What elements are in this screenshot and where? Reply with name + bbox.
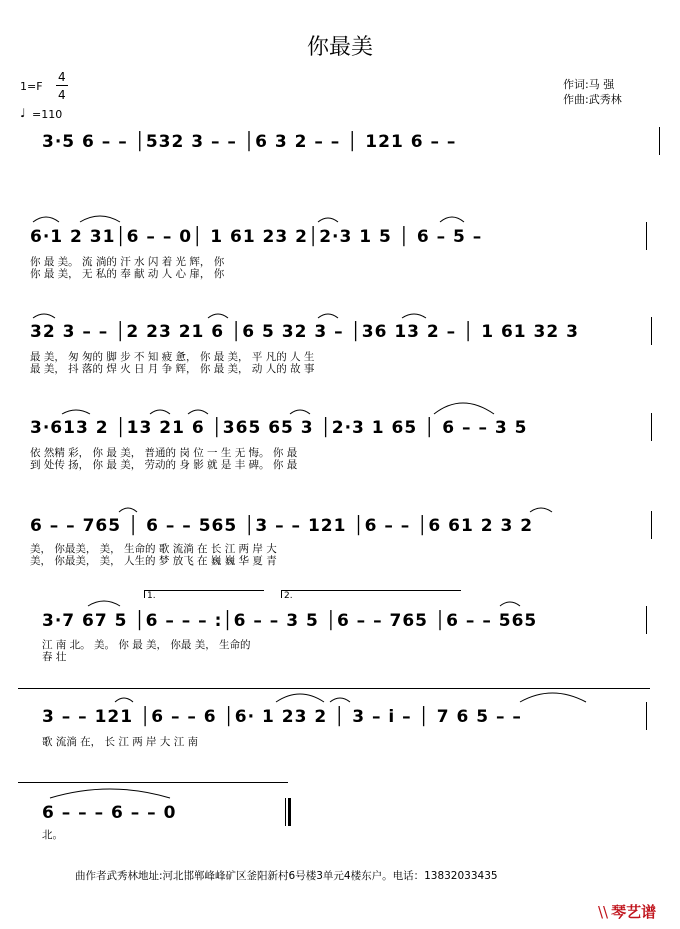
slur-arc (88, 601, 120, 606)
logo-text: 琴艺谱 (611, 903, 657, 921)
lyricist-credit: 作词:马 强 (563, 78, 615, 91)
slur-arc (402, 314, 426, 318)
composer-credit: 作曲:武秀林 (563, 93, 622, 106)
slur-arc (119, 508, 137, 512)
song-title: 你最美 (306, 35, 373, 60)
slur-arc (208, 314, 228, 318)
slur-arc (330, 698, 350, 702)
lyrics-verse-2: 美， 你最美， 美， 人生的 梦 放飞 在 巍 巍 华 夏 青 (30, 555, 277, 567)
slur-arc (276, 694, 324, 702)
slur-arc (500, 602, 520, 606)
volta-label-second: 2. (284, 591, 293, 601)
slur-arc (33, 217, 59, 222)
slur-arc (80, 216, 120, 222)
slur-arc (188, 410, 208, 414)
logo-mark-icon: \\ (598, 903, 609, 921)
slur-arc (150, 410, 170, 414)
notation-line: 3·7 67 5 │6 – – – :│6 – – 3 5 │6 – – 765 │6 – – 565 (42, 611, 538, 631)
volta-label-first: 1. (147, 591, 156, 601)
composer-contact-footer: 曲作者武秀林地址:河北邯郸峰峰矿区釜阳新村6号楼3单元4楼东户。电话：13832033435 (75, 870, 498, 882)
time-signature-top: 4 (58, 70, 66, 84)
lyrics-verse-2: 到 处传 扬， 你 最 美， 劳动的 身 影 就 是 丰 碑。 你 最 (30, 459, 298, 471)
notation-line: 6 – – – 6 – – 0 (42, 803, 177, 823)
lyrics-verse-1: 最 美， 匆 匆的 脚 步 不 知 疲 惫， 你 最 美， 平 凡的 人 生 (30, 351, 315, 363)
notation-line: 6·1 2 31│6 – – 0│ 1 61 23 2│2·3 1 5 │ 6 – 5 – (30, 227, 483, 247)
lyrics-verse-2: 最 美， 抖 落的 焊 火 日 月 争 辉， 你 最 美， 动 人的 故 事 (30, 363, 315, 375)
lyrics-verse-2: 春 壮 (42, 651, 67, 663)
time-signature-bottom: 4 (58, 88, 66, 102)
notation-line: 32 3 – – │2 23 21 6 │6 5 32 3 – │36 13 2 – │ 1 61 32 3 (30, 322, 579, 342)
slur-arc (530, 508, 552, 512)
slur-arc (115, 698, 133, 702)
slur-arc (290, 410, 310, 414)
slur-arc (62, 410, 90, 414)
slur-arc (440, 217, 464, 222)
quarter-note-icon: ♩ (20, 106, 26, 120)
lyrics-verse-2: 你 最 美， 无 私的 奉 献 动 人 心 扉， 你 (30, 268, 225, 280)
slur-arc (434, 403, 494, 414)
key-signature: 1=F (20, 80, 43, 93)
lyrics-verse-1: 北。 (42, 829, 63, 841)
slur-arc (50, 789, 170, 798)
notation-line: 3·5 6 – – │532 3 – – │6 3 2 – – │ 121 6 – – (42, 132, 457, 152)
tempo-mark: =110 (32, 108, 63, 121)
lyrics-verse-1: 歌 流淌 在， 长 江 两 岸 大 江 南 (42, 736, 199, 748)
notation-line: 6 – – 765 │ 6 – – 565 │3 – – 121 │6 – – │6 61 2 3 2 (30, 516, 534, 536)
slur-arc (33, 314, 55, 318)
slur-arc (318, 218, 338, 222)
notation-line: 3 – – 121 │6 – – 6 │6· 1 23 2 │ 3 – i – │ 7 6 5 – – (42, 707, 522, 727)
lyrics-verse-1: 江 南 北。 美。 你 最 美， 你最 美， 生命的 (42, 639, 251, 651)
lyrics-verse-1: 依 然精 彩， 你 最 美， 普通的 岗 位 一 生 无 悔。 你 最 (30, 447, 298, 459)
lyrics-verse-1: 美， 你最美， 美， 生命的 歌 流淌 在 长 江 两 岸 大 (30, 543, 277, 555)
notation-line: 3·613 2 │13 21 6 │365 65 3 │2·3 1 65 │ 6 – – 3 5 (30, 418, 528, 438)
lyrics-verse-1: 你 最 美。 流 淌的 汗 水 闪 着 光 辉， 你 (30, 256, 225, 268)
slur-arc (318, 314, 338, 318)
slur-arc (520, 693, 586, 702)
site-logo (598, 901, 656, 922)
